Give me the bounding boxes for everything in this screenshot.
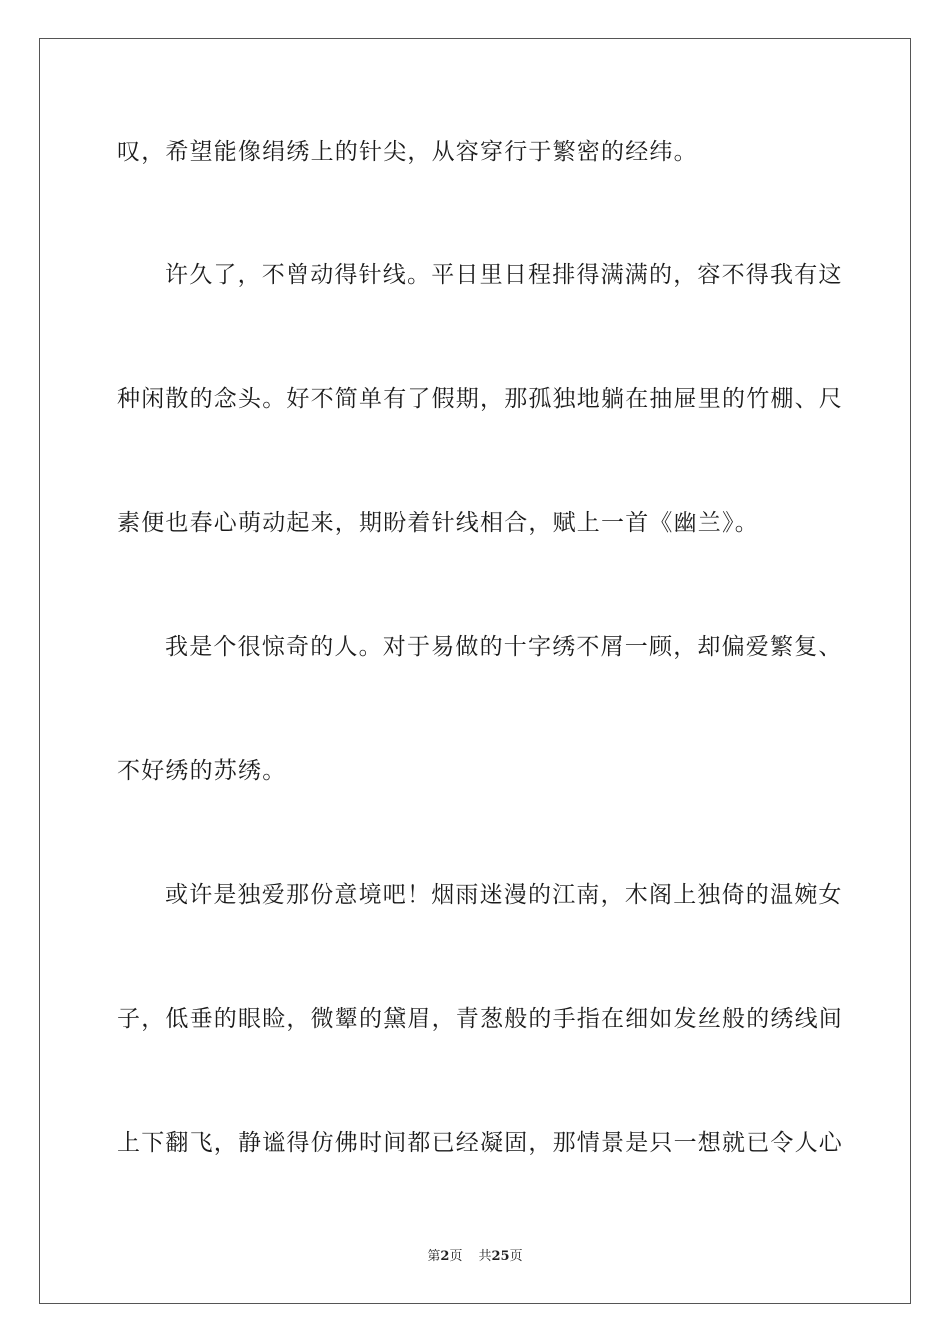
page-number: 2 [440,1249,450,1264]
page-footer [0,1249,950,1265]
paragraph-line-8: 子，低垂的眼睑，微颦的黛眉，青葱般的手指在细如发丝般的绣线间 [117,1006,843,1032]
page-suffix: 页 [449,1249,463,1264]
paragraph-line-6: 不好绣的苏绣。 [117,758,287,784]
paragraph-line-2: 许久了，不曾动得针线。平日里日程排得满满的，容不得我有这 [165,262,843,288]
paragraph-line-7: 或许是独爱那份意境吧！烟雨迷漫的江南，木阁上独倚的温婉女 [165,882,843,908]
paragraph-line-1: 叹，希望能像绢绣上的针尖，从容穿行于繁密的经纬。 [117,139,698,165]
paragraph-line-4: 素便也春心萌动起来，期盼着针线相合，赋上一首《幽兰》。 [117,510,759,536]
total-prefix: 共 [478,1249,492,1264]
paragraph-line-9: 上下翻飞，静谧得仿佛时间都已经凝固，那情景是只一想就已令人心 [117,1130,843,1156]
page-border [39,38,911,1304]
page-prefix: 第 [427,1249,441,1264]
total-suffix: 页 [509,1249,523,1264]
paragraph-line-5: 我是个很惊奇的人。对于易做的十字绣不屑一顾，却偏爱繁复、 [165,634,843,660]
total-pages: 25 [491,1249,510,1264]
paragraph-line-3: 种闲散的念头。好不简单有了假期，那孤独地躺在抽屉里的竹棚、尺 [117,386,843,412]
